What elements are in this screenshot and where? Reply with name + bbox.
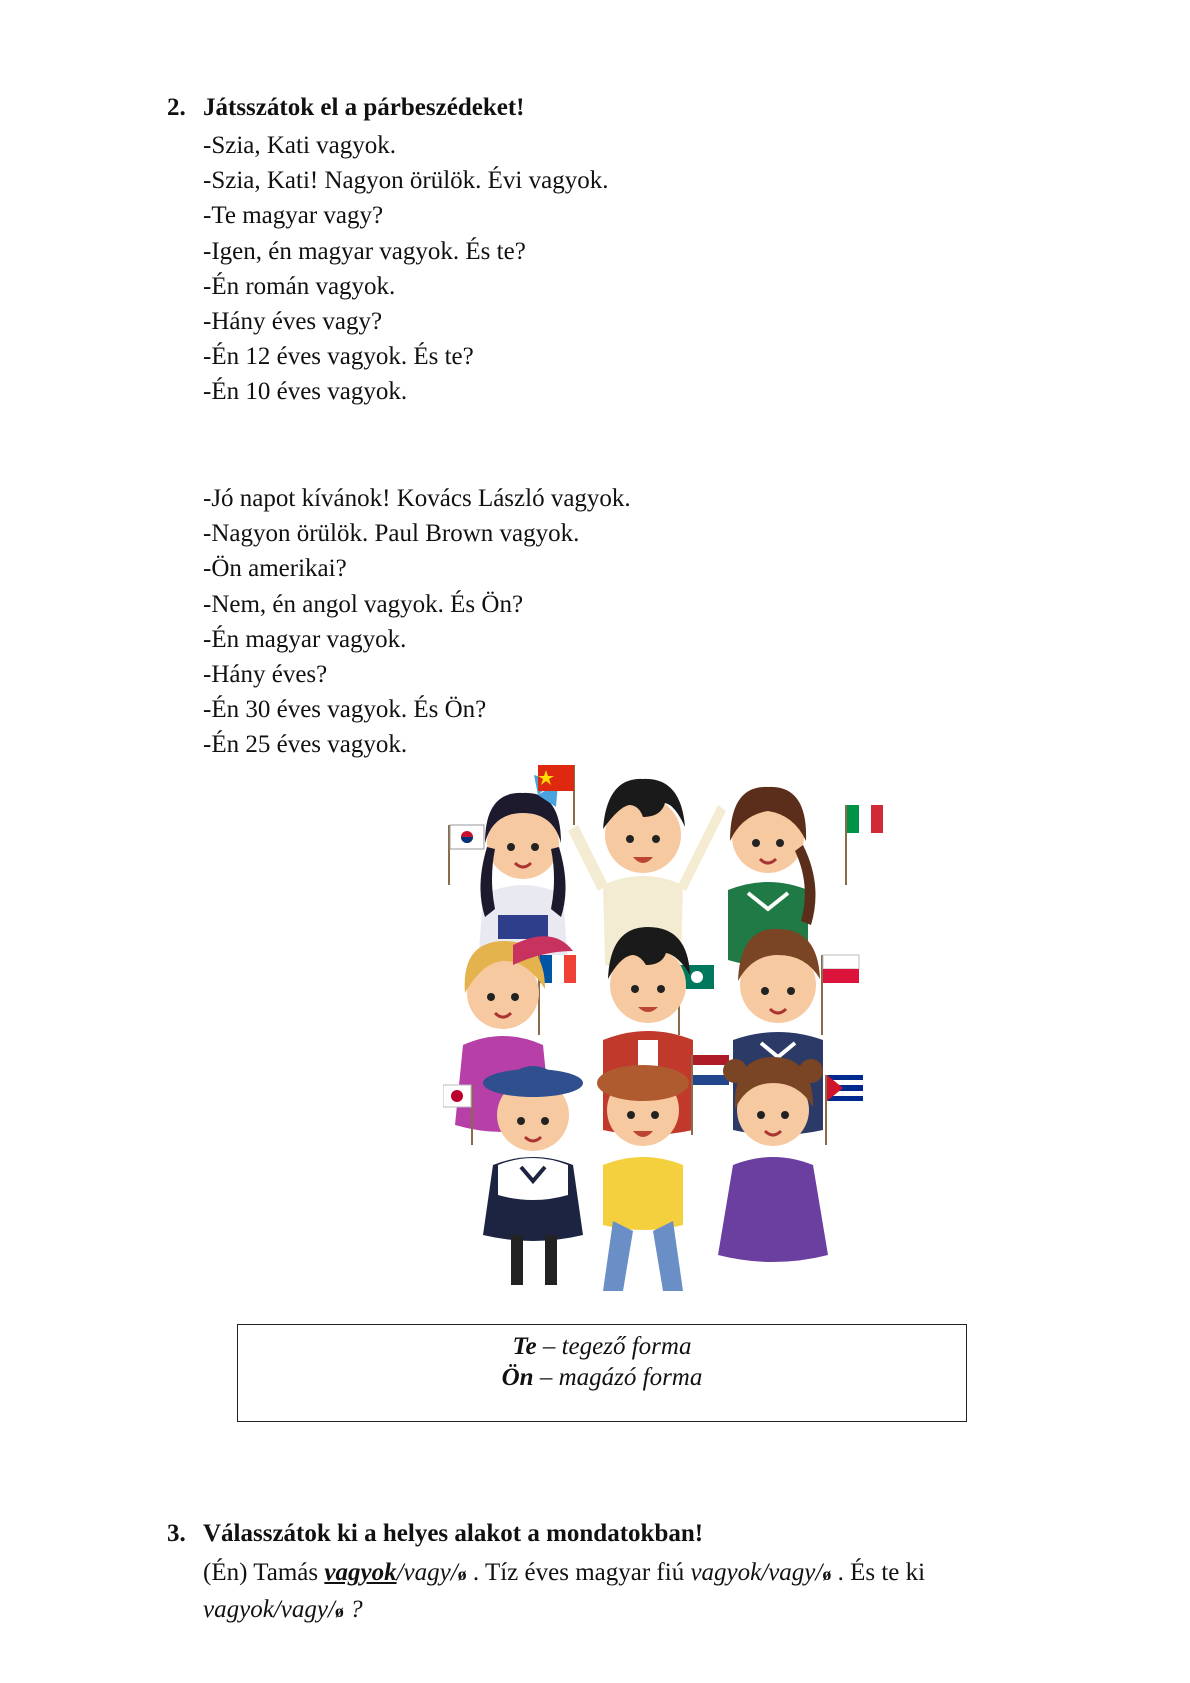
dialogue-line: -Szia, Kati! Nagyon örülök. Évi vagyok. bbox=[203, 167, 609, 195]
poland-flag-icon bbox=[823, 955, 859, 983]
dialogue-informal bbox=[203, 128, 608, 410]
dialogue-line: -Igen, én magyar vagyok. És te? bbox=[203, 237, 526, 265]
japan-flag-icon bbox=[443, 1085, 471, 1107]
dialogue-line: -Nem, én angol vagyok. És Ön? bbox=[203, 590, 524, 618]
dialogue-line: -Ön amerikai? bbox=[203, 555, 347, 583]
option-set: vagyok/vagy/ bbox=[690, 1559, 823, 1586]
france-flag-icon bbox=[540, 955, 576, 983]
section-number: 3. bbox=[167, 1520, 186, 1547]
section-2-heading bbox=[167, 94, 524, 122]
dialogue-line: -Jó napot kívánok! Kovács László vagyok. bbox=[203, 485, 631, 512]
exercise-3-sentences bbox=[203, 1555, 1063, 1629]
dialogue-formal bbox=[203, 481, 631, 763]
sentence-text: . És te ki bbox=[831, 1559, 926, 1586]
china-flag-icon bbox=[538, 765, 574, 791]
sentence-text: ? bbox=[343, 1596, 363, 1623]
dialogue-line: -Én 10 éves vagyok. bbox=[203, 378, 408, 406]
dialogue-line: -Hány éves? bbox=[203, 661, 328, 689]
child-cuba-girl bbox=[718, 1057, 863, 1262]
dialogue-line: -Én magyar vagyok. bbox=[203, 625, 407, 653]
te-text: – tegező forma bbox=[536, 1333, 692, 1360]
on-word: Ön bbox=[501, 1364, 534, 1391]
dialogue-line: -Hány éves vagy? bbox=[203, 308, 383, 336]
section-title: Válasszátok ki a helyes alakot a mondatokban! bbox=[203, 1520, 704, 1547]
form-of-address-box bbox=[237, 1324, 967, 1422]
section-number: 2. bbox=[167, 94, 186, 121]
children-with-flags-illustration bbox=[443, 765, 913, 1305]
null-option: ø bbox=[457, 1564, 467, 1584]
te-line bbox=[238, 1331, 966, 1362]
chosen-answer: vagyok bbox=[324, 1559, 397, 1586]
dialogue-line: -Te magyar vagy? bbox=[203, 202, 384, 230]
null-option: ø bbox=[822, 1564, 832, 1584]
sentence-text: (Én) Tamás bbox=[203, 1559, 325, 1586]
option-set: /vagy/ bbox=[396, 1559, 458, 1586]
null-option: ø bbox=[334, 1601, 344, 1621]
dialogue-line: -Én 30 éves vagyok. És Ön? bbox=[203, 696, 487, 724]
section-title: Játsszátok el a párbeszédeket! bbox=[203, 94, 525, 121]
section-3-heading bbox=[167, 1520, 703, 1548]
dialogue-line: -Nagyon örülök. Paul Brown vagyok. bbox=[203, 520, 580, 548]
option-set: vagyok/vagy/ bbox=[203, 1596, 335, 1623]
dialogue-line: -Én román vagyok. bbox=[203, 272, 396, 300]
sentence-text: . Tíz éves magyar fiú bbox=[466, 1559, 691, 1586]
dialogue-line: -Szia, Kati vagyok. bbox=[203, 132, 397, 159]
italy-flag-icon bbox=[847, 805, 883, 833]
te-word: Te bbox=[512, 1333, 537, 1360]
child-netherlands-boy bbox=[597, 1055, 729, 1291]
on-line bbox=[238, 1362, 966, 1393]
on-text: – magázó forma bbox=[533, 1364, 703, 1391]
cuba-flag-icon bbox=[827, 1075, 863, 1101]
dialogue-line: -Én 25 éves vagyok. bbox=[203, 731, 408, 759]
korea-flag-icon bbox=[450, 825, 484, 849]
child-japan-girl bbox=[443, 1066, 583, 1285]
dialogue-line: -Én 12 éves vagyok. És te? bbox=[203, 343, 474, 371]
